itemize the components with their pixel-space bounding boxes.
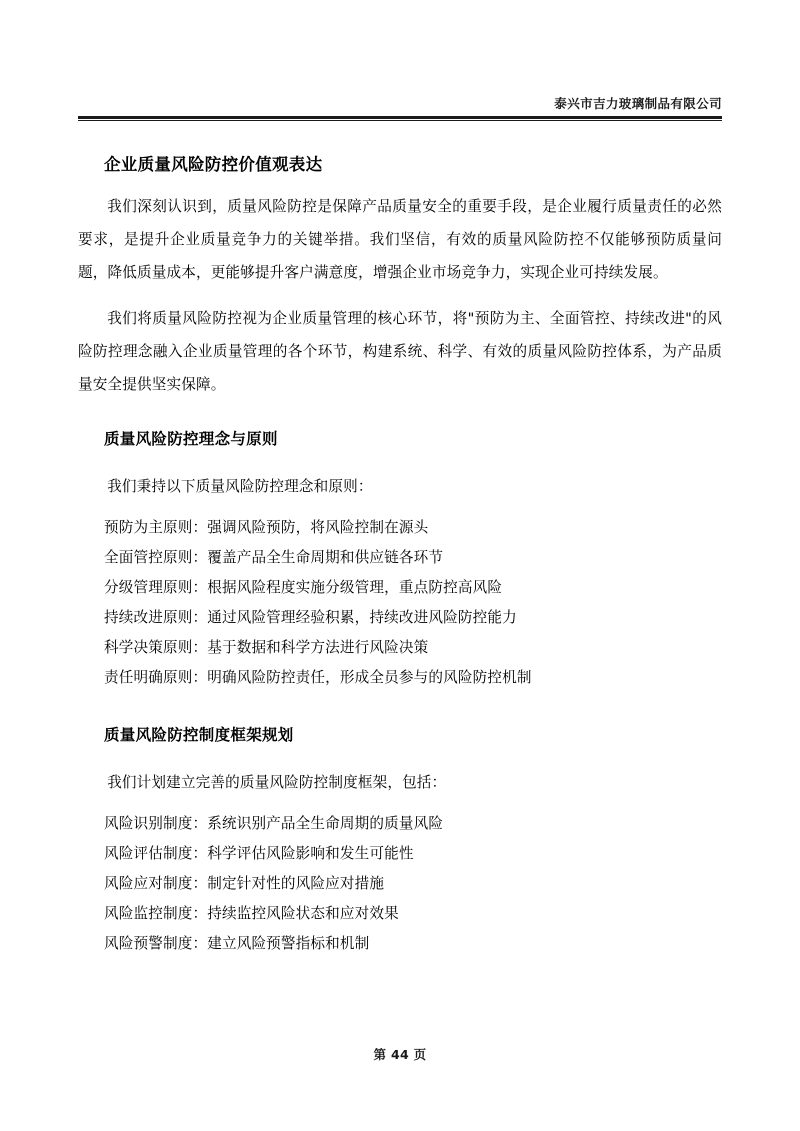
paragraph-1: 我们深刻认识到，质量风险防控是保障产品质量安全的重要手段，是企业履行质量责任的必然要求，是提升企业质量竞争力的关键举措。我们坚信，有效的质量风险防控不仅能够预防质量问题，降低质量成本，更能够提升客户满意度，增强企业市场竞争力，实现企业可持续发展。 <box>78 198 722 281</box>
list-item: 风险监控制度：持续监控风险状态和应对效果 <box>104 905 399 922</box>
list-item: 责任明确原则：明确风险防控责任，形成全员参与的风险防控机制 <box>104 669 532 686</box>
page-number: 第 44 页 <box>373 1047 427 1062</box>
list-item: 科学决策原则：基于数据和科学方法进行风险决策 <box>104 639 429 656</box>
principles-list <box>78 513 722 693</box>
list-item: 风险评估制度：科学评估风险影响和发生可能性 <box>104 845 414 862</box>
list-item: 风险识别制度：系统识别产品全生命周期的质量风险 <box>104 815 444 832</box>
list-item: 全面管控原则：覆盖产品全生命周期和供应链各环节 <box>104 549 444 566</box>
page-footer <box>0 1045 800 1063</box>
page-header <box>78 0 722 121</box>
list-item: 分级管理原则：根据风险程度实施分级管理，重点防控高风险 <box>104 579 503 596</box>
framework-list <box>78 809 722 959</box>
header-company-name: 泰兴市吉力玻璃制品有限公司 <box>554 96 722 111</box>
list-item: 持续改进原则：通过风险管理经验积累，持续改进风险防控能力 <box>104 609 517 626</box>
section-lead-principles: 我们秉持以下质量风险防控理念和原则： <box>107 478 373 495</box>
list-item: 风险应对制度：制定针对性的风险应对措施 <box>104 875 385 892</box>
header-divider <box>78 116 722 121</box>
list-item: 风险预警制度：建立风险预警指标和机制 <box>104 935 370 952</box>
section-heading-framework: 质量风险防控制度框架规划 <box>104 726 294 744</box>
paragraph-2: 我们将质量风险防控视为企业质量管理的核心环节，将"预防为主、全面管控、持续改进"的风险防控理念融入企业质量管理的各个环节，构建系统、科学、有效的质量风险防控体系，为产品质量安全提供坚实保障。 <box>78 310 722 393</box>
section-lead-framework: 我们计划建立完善的质量风险防控制度框架，包括： <box>107 774 447 791</box>
page-title: 企业质量风险防控价值观表达 <box>104 155 323 174</box>
section-heading-principles: 质量风险防控理念与原则 <box>104 430 278 448</box>
list-item: 预防为主原则：强调风险预防，将风险控制在源头 <box>104 519 429 536</box>
page-content <box>78 0 722 959</box>
